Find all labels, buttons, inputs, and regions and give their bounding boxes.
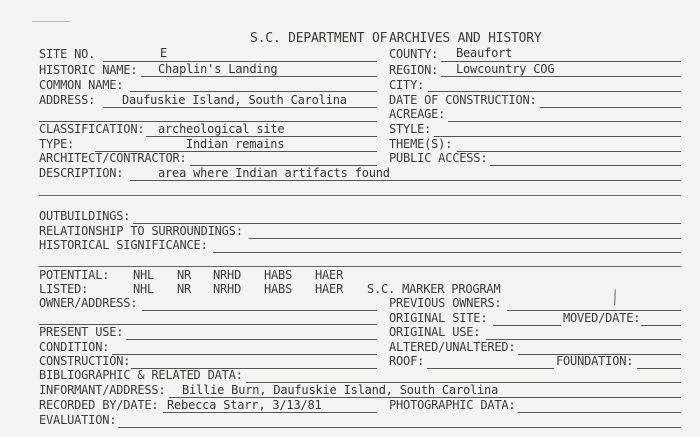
roof-line xyxy=(427,368,554,369)
roof-label: ROOF: xyxy=(389,354,425,368)
top-smudge xyxy=(32,21,70,22)
description-line xyxy=(130,180,681,181)
common-name-line xyxy=(130,91,377,92)
moved-date-line xyxy=(641,325,681,326)
listed-label: LISTED: xyxy=(39,282,89,296)
architect-label: ARCHITECT/CONTRACTOR: xyxy=(39,151,187,165)
description-label: DESCRIPTION: xyxy=(39,166,124,180)
listed-haer: HAER xyxy=(315,282,344,296)
potential-habs: HABS xyxy=(264,268,293,282)
owner-line xyxy=(142,310,377,311)
moved-date-label: MOVED/DATE: xyxy=(563,311,641,325)
listed-nr: NR xyxy=(177,282,192,296)
original-use-label: ORIGINAL USE: xyxy=(389,325,481,339)
construction-label: CONSTRUCTION: xyxy=(39,354,131,368)
recorded-by-line xyxy=(163,412,377,413)
public-access-label: PUBLIC ACCESS: xyxy=(389,151,488,165)
evaluation-label: EVALUATION: xyxy=(39,413,117,427)
acreage-label: ACREAGE: xyxy=(389,107,446,121)
date-construction-line xyxy=(540,107,681,108)
public-access-line xyxy=(490,165,681,166)
region-line xyxy=(441,76,681,77)
photographic-line xyxy=(518,412,681,413)
address-line xyxy=(103,107,377,108)
region-value: Lowcountry COG xyxy=(456,62,555,76)
relationship-label: RELATIONSHIP TO SURROUNDINGS: xyxy=(39,224,243,238)
classification-value: archeological site xyxy=(158,122,285,136)
outbuildings-label: OUTBUILDINGS: xyxy=(39,209,131,223)
condition-label: CONDITION: xyxy=(39,340,110,354)
themes-line xyxy=(457,151,681,152)
acreage-line xyxy=(448,121,681,122)
type-label: TYPE: xyxy=(39,137,75,151)
marker-program-label: S.C. MARKER PROGRAM xyxy=(367,282,501,296)
potential-nr: NR xyxy=(177,268,192,282)
county-label: COUNTY: xyxy=(389,47,439,61)
original-site-label: ORIGINAL SITE: xyxy=(389,311,488,325)
site-no-value: E xyxy=(160,46,168,60)
listed-habs: HABS xyxy=(264,282,293,296)
foundation-label: FOUNDATION: xyxy=(556,354,634,368)
historical-significance-label: HISTORICAL SIGNIFICANCE: xyxy=(39,238,208,252)
address-label: ADDRESS: xyxy=(39,93,96,107)
potential-nhl: NHL xyxy=(133,268,155,282)
informant-label: INFORMANT/ADDRESS: xyxy=(39,383,166,397)
present-use-label: PRESENT USE: xyxy=(39,325,124,339)
listed-nhl: NHL xyxy=(133,282,155,296)
listed-nrhd: NRHD xyxy=(213,282,242,296)
historic-name-value: Chaplin's Landing xyxy=(158,62,278,76)
style-line xyxy=(434,136,681,137)
style-label: STYLE: xyxy=(389,122,432,136)
header-department: S.C. DEPARTMENT OF xyxy=(250,31,388,46)
historical-significance-line-2 xyxy=(39,266,681,267)
historic-name-line xyxy=(141,76,377,77)
historical-significance-line xyxy=(213,252,681,253)
foundation-line xyxy=(637,368,681,369)
address-value: Daufuskie Island, South Carolina xyxy=(122,93,347,107)
themes-label: THEME(S): xyxy=(389,137,453,151)
previous-owners-label: PREVIOUS OWNERS: xyxy=(389,296,502,310)
recorded-by-value: Rebecca Starr, 3/13/81 xyxy=(167,398,322,412)
original-site-line xyxy=(493,325,561,326)
classification-label: CLASSIFICATION: xyxy=(39,122,145,136)
potential-haer: HAER xyxy=(315,268,344,282)
owner-label: OWNER/ADDRESS: xyxy=(39,296,138,310)
photographic-label: PHOTOGRAPHIC DATA: xyxy=(389,398,516,412)
evaluation-line xyxy=(118,427,681,428)
description-line-2 xyxy=(39,195,681,196)
informant-value: Billie Burn, Daufuskie Island, South Carolina xyxy=(182,383,499,397)
handwritten-mark: / xyxy=(609,286,621,309)
date-construction-label: DATE OF CONSTRUCTION: xyxy=(389,93,537,107)
historic-name-label: HISTORIC NAME: xyxy=(39,63,138,77)
city-line xyxy=(428,91,681,92)
site-no-label: SITE NO. xyxy=(39,47,96,61)
potential-label: POTENTIAL: xyxy=(39,268,110,282)
city-label: CITY: xyxy=(389,78,425,92)
region-label: REGION: xyxy=(389,63,439,77)
common-name-label: COMMON NAME: xyxy=(39,78,124,92)
altered-label: ALTERED/UNALTERED: xyxy=(389,340,516,354)
present-use-line xyxy=(126,339,377,340)
recorded-by-label: RECORDED BY/DATE: xyxy=(39,398,159,412)
county-value: Beaufort xyxy=(456,46,513,60)
potential-nrhd: NRHD xyxy=(213,268,242,282)
condition-line xyxy=(112,354,377,355)
type-value: Indian remains xyxy=(186,137,285,151)
relationship-line xyxy=(249,238,681,239)
bibliographic-label: BIBLIOGRAPHIC & RELATED DATA: xyxy=(39,368,243,382)
header-archives: ARCHIVES AND HISTORY xyxy=(389,31,542,46)
description-value: area where Indian artifacts found xyxy=(158,166,390,180)
